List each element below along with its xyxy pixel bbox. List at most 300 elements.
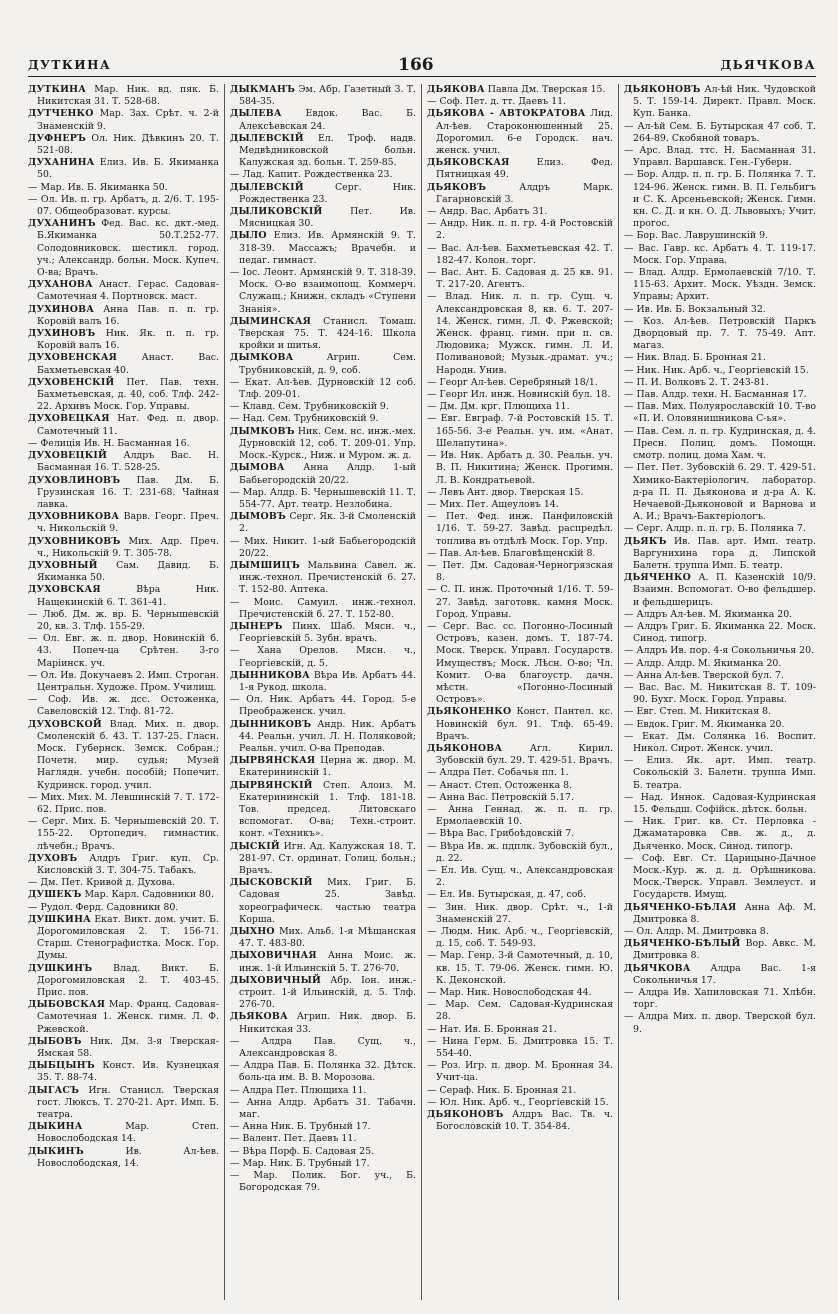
directory-entry (624, 658, 816, 670)
entry-details: Вѣра Ив. ж. пдплк. Зубовскій бул., д. 22. (436, 840, 613, 864)
page-number: 166 (398, 55, 434, 75)
entry-surname: ДУХОВЛИНОВЪ (28, 474, 121, 486)
directory-entry (28, 279, 219, 303)
entry-details: Арс. Влад. ттс. Н. Басманная 31. Управл. Варшавск. Ген.-Губерн. (633, 145, 816, 169)
entry-surname: — (624, 120, 634, 132)
directory-entry (624, 377, 816, 389)
directory-entry (28, 792, 219, 816)
entry-surname: — (230, 1145, 240, 1157)
entry-details: Мар. Ник. вд. пяк. Б. Никитская 31. Т. 528-68. (37, 84, 219, 108)
directory-entry (624, 230, 816, 242)
entry-details: Ив. Пав. арт. Имп. театр. Варгунихина гора д. Липской Балетн. труппа Имп. Б. театр. (633, 535, 816, 571)
directory-entry (427, 950, 613, 987)
page-header (28, 54, 816, 77)
entry-details: Серг. Мих. Б. Чернышевскій 20. Т. 155-22. Ортопедич. гимнастик. лѣчебн.; Врачъ. (37, 816, 219, 852)
entry-details: Влад. Мих. п. двор. Смоленскій б. 43. Т. 137-25. Гласн. Моск. Губернск. Земск. Собран.; Почетн. мир. судья; Музей Наглядн. учебн. пособій; Попечит. Кудринск. город. учил. (37, 718, 219, 791)
entry-details: Мих. Альб. 1-я Мѣщанская 47. Т. 483-80. (239, 926, 416, 950)
directory-entry (230, 108, 416, 132)
entry-surname: ДУХОВНИКОВЪ (28, 535, 121, 547)
entry-surname: — (427, 1023, 437, 1035)
directory-entry (624, 352, 816, 364)
directory-entry (230, 426, 416, 463)
entry-surname: ДЫЛЕВА (230, 108, 282, 120)
column-2 (225, 84, 422, 1300)
entry-details: Моис. Самуил. инж.-технол. Пречистенскій б. 27. Т. 152-80. (239, 596, 416, 620)
entry-surname: — (427, 926, 437, 938)
entry-details: Алдръ Григ. куп. Ср. Кисловскій 3. Т. 304-75. Табакъ. (37, 852, 219, 876)
directory-entry (28, 304, 219, 328)
directory-entry (28, 1121, 219, 1145)
entry-surname: ДУТЧЕНКО (28, 108, 94, 120)
directory-entry (230, 169, 416, 181)
directory-entry (427, 987, 613, 999)
entry-surname: ДЬЯКОВЪ (427, 181, 487, 193)
directory-entry (427, 157, 613, 181)
entry-surname: ДУХОВЕНСКІЙ (28, 376, 115, 388)
directory-entry (624, 926, 816, 938)
directory-entry (624, 682, 816, 706)
entry-details: Елиз. Ив. Армянскій 9. Т. 318-39. Массажъ; Врачебн. и педаг. гимнаст. (239, 230, 416, 266)
entry-surname: ДУХАНИНА (28, 157, 95, 169)
entry-surname: — (230, 1133, 240, 1145)
entry-surname: — (230, 413, 240, 425)
directory-entry (230, 621, 416, 645)
entry-surname: — (427, 486, 437, 498)
entry-details: Коз. Ал-ѣев. Петровскій Паркъ Дворцовый пр. 7. Т. 75-49. Апт. магаз. (633, 315, 816, 352)
directory-entry (427, 706, 613, 743)
entry-surname: — (230, 1060, 240, 1072)
entry-details: Пет. Пет. Зубовскій 6. 29. Т. 429-51. Химико-Бактеріологич. лаборатор. д-ра П. П. Дьяконова и д-ра А. К. Нечаевой-Дьяконовой и Варнова и А. И.; Врачъ-Бактеріологъ. (633, 462, 816, 523)
directory-entry (230, 670, 416, 694)
entry-surname: — (230, 1096, 240, 1108)
directory-entry (230, 877, 416, 926)
entry-surname: — (427, 889, 437, 901)
directory-entry (624, 902, 816, 926)
directory-entry (427, 841, 613, 865)
column-1 (28, 84, 225, 1300)
entry-details: Евдок. Вас. Б. Алексѣевская 24. (239, 108, 416, 132)
entry-surname: — (624, 791, 634, 803)
entry-details: Мар. Ник. Новослободская 44. (439, 987, 592, 999)
entry-surname: ДУТКИНА (28, 84, 87, 95)
directory-entry (28, 511, 219, 535)
column-4 (619, 84, 816, 1300)
entry-details: Люб. Дм. ж. вр. Б. Чернышевскій 20, кв. 3. Тлф. 155-29. (37, 608, 219, 632)
directory-entry (28, 377, 219, 414)
entry-details: Пет. Ив. Мясницкая 30. (239, 206, 416, 230)
entry-details: Алдръ Марк. Гагарновскій 3. (436, 181, 613, 205)
directory-entry (230, 926, 416, 950)
entry-details: Анаст. Степ. Остоженка 8. (439, 779, 573, 791)
directory-entry (28, 853, 219, 877)
directory-entry (28, 560, 219, 584)
directory-entry (28, 475, 219, 512)
directory-entry (427, 1097, 613, 1109)
entry-surname: ДЬЯЧЕНКО-БѢЛЫЙ (624, 938, 741, 950)
entry-surname: — (427, 1060, 437, 1072)
entry-details: Елиз. Як. арт. Имп. театр. Сокольскій 3. Балетн. труппа Имп. Б. театра. (633, 755, 816, 791)
entry-surname: — (624, 389, 634, 401)
entry-surname: ДУХОВНЫЙ (28, 559, 98, 571)
entry-surname: — (230, 1157, 240, 1169)
entry-details: Анна Алдр. 1-ый Бабьегородскій 20/22. (239, 462, 416, 486)
directory-entry (624, 316, 816, 353)
directory-entry (427, 1060, 613, 1084)
entry-surname: — (230, 596, 240, 608)
entry-surname: ДУХОВЕЦКІЙ (28, 450, 108, 462)
entry-surname: — (28, 193, 38, 205)
entry-surname: — (624, 718, 634, 730)
directory-entry (427, 865, 613, 889)
entry-surname: — (624, 657, 634, 669)
directory-entry (427, 1085, 613, 1097)
directory-entry (624, 389, 816, 401)
entry-details: Ник. Влад. Б. Бронная 21. (636, 352, 766, 364)
entry-details: Георг Ал-ѣев. Серебряный 18/1. (439, 376, 598, 388)
entry-details: Евдок. Григ. М. Якиманка 20. (636, 718, 785, 730)
entry-surname: — (624, 608, 634, 620)
entry-surname: ДЬЯКОНОВЪ (427, 1109, 504, 1121)
directory-entry (230, 1085, 416, 1097)
entry-surname: — (427, 559, 437, 571)
entry-details: Алдра Пав. Сущ. ч., Александровская 8. (239, 1035, 416, 1060)
entry-surname: ДУШКИНА (28, 913, 91, 925)
entry-surname: — (28, 816, 38, 828)
directory-entry (427, 511, 613, 548)
directory-columns (28, 84, 816, 1300)
directory-entry (230, 1170, 416, 1194)
entry-details: Вѣра Ив. Арбатъ 44. 1-я Рукод. школа. (239, 669, 416, 693)
entry-details: Мар. Сем. Садовая-Кудринская 28. (436, 999, 613, 1023)
entry-details: Алдр. Алдр. М. Якиманка 20. (636, 657, 782, 669)
directory-entry (624, 731, 816, 755)
entry-surname: ДЫЛЕВСКІЙ (230, 181, 304, 193)
directory-entry (624, 121, 816, 145)
running-head-left: ДУТКИНА (28, 58, 112, 72)
directory-entry (624, 670, 816, 682)
entry-surname: — (624, 267, 634, 279)
entry-details: Мар. Франц. Садовая-Самотечная 1. Женск. гимн. Л. Ф. Ржевской. (37, 999, 219, 1035)
entry-surname: ДЬЯКОНЕНКО (427, 706, 512, 718)
entry-surname: ДЫННИКОВЪ (230, 718, 312, 730)
directory-entry (427, 1109, 613, 1133)
entry-details: Ник. Сем. нс. инж.-мех. Дурновскій 12, соб. Т. 209-01. Упр. Моск.-Курск., Ниж. и Муром. ж. д. (239, 425, 416, 462)
entry-details: Влад. Викт. Б. Дорогомиловская 2. Т. 403-45. Прис. пов. (37, 962, 219, 999)
entry-details: Пав. Дм. Б. Грузинская 16. Т. 231-68. Чайная лавка. (37, 474, 219, 510)
entry-surname: ДУХОВЕЦКАЯ (28, 413, 110, 425)
entry-surname: — (427, 96, 437, 108)
directory-entry (427, 96, 613, 108)
entry-surname: ДЬЯКОВА (230, 1011, 288, 1023)
entry-details: Влад. Ник. л. п. гр. Сущ. ч. Александровская 8, кв. 6. Т. 207-14. Женск. гимн. Л. Ф. Ржевской; Женск. франц. гимн. при п. св. Людовика; Мужск. гимн. Л. И. Поливановой; Музык.-драмат. уч.; Народн. Унив. (436, 291, 613, 376)
entry-surname: — (427, 389, 437, 401)
entry-surname: ДЬЯЧЕНКО (624, 572, 691, 584)
directory-entry (427, 926, 613, 950)
entry-details: Серг. Ник. Рождественка 23. (239, 181, 416, 205)
directory-entry (427, 450, 613, 487)
entry-surname: — (624, 681, 634, 693)
entry-details: Мар. Степ. Новослободская 14. (37, 1121, 219, 1145)
entry-details: Клавд. Сем. Трубниковскій 9. (242, 401, 389, 413)
entry-details: Ив. Ив. Б. Вокзальный 32. (636, 303, 766, 315)
directory-entry (427, 792, 613, 804)
directory-entry (427, 1024, 613, 1036)
entry-details: Пет. Фед. инж. Панфиловскій 1/16. Т. 59-27. Завѣд. распредѣл. топлива въ отдѣлѣ Моск. Гор. Упр. (436, 511, 613, 547)
directory-entry (624, 426, 816, 463)
entry-surname: ДЫЛЕВСКІЙ (230, 132, 304, 144)
entry-details: Степ. Алоиз. М. Екатерининскій 1. Тлф. 181-18. Тов. председ. Литовскаго вспомогат. О-ва; Техн.-строит. конт. «Техникъ». (239, 779, 416, 840)
entry-surname: — (624, 987, 634, 999)
directory-entry (624, 755, 816, 792)
entry-details: А. П. Казенскій 10/9. Взаимн. Вспомогат. О-во фельдшер. и фельдшерицъ. (633, 572, 816, 608)
entry-details: Соф. Евг. Ст. Царицыно-Дачное Моск.-Кур. ж. д. д. Орѣшникова. Моск.-Тверск. Управл. Землеуст. и Государств. Имущ. (633, 852, 816, 901)
entry-surname: — (427, 498, 437, 510)
directory-entry (28, 157, 219, 181)
directory-entry (28, 133, 219, 157)
entry-details: Левъ Ант. двор. Тверская 15. (439, 486, 584, 498)
entry-surname: — (624, 425, 634, 437)
entry-details: Рудол. Ферд. Садовники 80. (40, 901, 179, 913)
entry-surname: — (230, 1035, 240, 1047)
entry-surname: — (427, 803, 437, 815)
directory-entry (427, 902, 613, 926)
entry-details: Ел. Ив. Бутырская, д. 47, соб. (439, 889, 586, 901)
entry-surname: — (230, 169, 240, 181)
entry-surname: ДУХАНОВА (28, 279, 93, 291)
directory-entry (624, 987, 816, 1011)
entry-surname: ДЫБЦЫНЪ (28, 1060, 95, 1072)
directory-entry (624, 243, 816, 267)
directory-entry (28, 584, 219, 608)
entry-details: Станисл. Томаш. Тверская 75. Т. 424-16. Школа кройки и шитья. (239, 315, 416, 352)
entry-details: Дм. Пет. Кривой д. Духова. (40, 877, 176, 889)
entry-details: Ник. Ник. Арб. ч., Георгіевскій 15. (636, 364, 809, 376)
directory-entry (230, 780, 416, 841)
directory-entry (230, 536, 416, 560)
directory-entry (427, 1036, 613, 1060)
directory-entry (28, 719, 219, 792)
entry-details: Андр. Ник. п. п. гр. 4-й Ростовскій 2. (436, 218, 613, 242)
entry-details: Серг. Алдр. п. п. гр. Б. Полянка 7. (636, 523, 806, 535)
entry-surname: — (427, 413, 437, 425)
entry-details: Ив. Ник. Арбатъ д. 30. Реальн. уч. В. П. Никитина; Женск. Прогимн. Л. В. Кондратьевой. (436, 450, 613, 486)
entry-details: Алдра Пав. Б. Полянка 32. Дѣтск. боль-ца им. В. В. Морозова. (239, 1060, 416, 1084)
entry-details: Бор. Алдр. п. п. гр. Б. Полянка 7. Т. 124-96. Женск. гимн. В. П. Гельбигъ и С. К. Арсеньевской; Женск. Гимн. кн. С. Д. и кн. О. Д. Львовыхъ; Учит. прогос. (633, 169, 816, 230)
entry-details: Іос. Леонт. Армянскій 9. Т. 318-39. Моск. О-во взаимопощ. Коммерч. Служащ.; Книжн. складъ «Ступени Знанія». (239, 267, 416, 315)
entry-details: Анна Геннад. ж. п. п. гр. Ермолаевскій 10. (436, 803, 613, 828)
directory-entry (427, 584, 613, 621)
directory-entry (230, 1097, 416, 1121)
entry-surname: — (28, 694, 38, 706)
directory-entry (230, 401, 416, 413)
entry-details: Серг. Вас. сс. Погонно-Лосиный Островъ, казен. домъ. Т. 187-74. Моск. Тверск. Управл. Государств. Имуществъ; Моск. Лѣсн. О-во; Чл. Комит. О-ва благоустр. дачн. мѣстн. «Погонно-Лосиный Островъ». (436, 620, 613, 706)
directory-entry (624, 84, 816, 121)
entry-surname: ДУШКИНЪ (28, 962, 93, 974)
entry-details: Ал-ѣй Ник. Чудовской 5. Т. 159-14. Директ. Правл. Моск. Куп. Банка. (633, 84, 816, 120)
directory-entry (28, 108, 219, 132)
directory-entry (427, 243, 613, 267)
directory-entry (230, 1011, 416, 1035)
entry-surname: ДЫБОВЪ (28, 1035, 82, 1047)
entry-details: Сам. Давид. Б. Якиманка 50. (37, 559, 219, 584)
entry-surname: — (28, 791, 38, 803)
entry-surname: ДУШЕКЪ (28, 889, 82, 901)
entry-surname: — (427, 511, 437, 523)
directory-entry (427, 218, 613, 242)
directory-entry (28, 413, 219, 437)
entry-surname: — (28, 181, 38, 193)
entry-surname: — (230, 376, 240, 388)
entry-details: Алдра Пет. Плющиха 11. (242, 1084, 367, 1096)
running-head-right: ДЬЯЧКОВА (720, 58, 816, 72)
entry-details: Агрип. Ник. двор. Б. Никитская 33. (239, 1011, 416, 1035)
entry-surname: ДЫХНО (230, 926, 275, 938)
entry-surname: ДУФНЕРЪ (28, 132, 87, 144)
directory-entry (624, 938, 816, 962)
entry-details: Георг Ил. инж. Новинскій бул. 18. (439, 389, 611, 401)
directory-entry (230, 487, 416, 511)
directory-entry (624, 963, 816, 987)
entry-surname: — (624, 242, 634, 254)
entry-details: Алдръ Ал-ѣев. М. Якиманка 20. (636, 608, 793, 620)
entry-surname: ДУХОВЕНСКАЯ (28, 352, 118, 364)
directory-entry (427, 560, 613, 584)
entry-surname: — (624, 315, 634, 327)
entry-details: Валент. Пет. Даевъ 11. (242, 1133, 357, 1145)
entry-surname: — (230, 535, 240, 547)
entry-details: Над. Сем. Трубниковскій 9. (242, 413, 379, 425)
entry-surname: ДЫСКІЙ (230, 840, 280, 852)
directory-entry (28, 1060, 219, 1084)
entry-surname: ДЫРВЯНСКІЙ (230, 779, 313, 791)
entry-surname: ДУХОВСКАЯ (28, 584, 101, 596)
entry-details: Ол. Алдр. М. Дмитровка 8. (636, 926, 769, 938)
entry-details: Вѣра Вас. Грибоѣдовскій 7. (439, 828, 575, 840)
directory-entry (427, 621, 613, 706)
entry-details: Мих. Пет. Ащеуловъ 14. (439, 498, 559, 510)
entry-details: Роз. Игр. п. двор. М. Бронная 34. Учит-ца. (436, 1060, 613, 1084)
entry-details: Алдра Пет. Собачья пл. 1. (439, 767, 569, 779)
directory-entry (230, 694, 416, 718)
entry-details: Сераф. Ник. Б. Бронная 21. (439, 1084, 577, 1096)
directory-entry (230, 719, 416, 756)
entry-details: Ол. Евг. ж. п. двор. Новинскій б. 43. Попеч-ца Срѣтен. 3-го Маріинск. уч. (37, 633, 219, 669)
directory-entry (230, 597, 416, 621)
entry-details: Вас. Ал-ѣев. Бахметьевская 42. Т. 182-47. Колон. торг. (436, 242, 613, 266)
entry-surname: — (624, 303, 634, 315)
directory-entry (230, 206, 416, 230)
entry-details: Мар. Генр. 3-й Самотечный, д. 10, кв. 15. Т. 79-06. Женск. гимн. Ю. К. Деконской. (436, 950, 613, 986)
entry-surname: — (624, 364, 634, 376)
entry-details: Юл. Ник. Арб. ч., Георгіевскій 15. (439, 1096, 609, 1108)
entry-surname: ДЫХОВИЧНЫЙ (230, 974, 322, 986)
entry-surname: — (427, 901, 437, 913)
entry-surname: — (427, 865, 437, 876)
directory-entry (624, 536, 816, 573)
entry-details: Серг. Як. 3-й Смоленскій 2. (239, 511, 416, 535)
entry-surname: — (427, 1096, 437, 1108)
entry-surname: — (28, 608, 38, 620)
entry-details: Людм. Ник. Арб. ч., Георгіевскій, д. 15, соб. Т. 549-93. (436, 926, 613, 950)
entry-details: Екат. Дм. Солянка 16. Воспит. Никол. Сирот. Женск. учил. (633, 730, 816, 754)
entry-details: Фелиція Ив. Н. Басманная 16. (40, 437, 190, 449)
entry-details: Вас. Ант. Б. Садовая д. 25 кв. 91. Т. 217-20. Агентъ. (436, 267, 613, 291)
directory-entry (230, 462, 416, 486)
directory-entry (230, 841, 416, 878)
entry-surname: — (230, 694, 240, 706)
entry-details: Игн. Станисл. Тверская гост. Люксъ. Т. 270-21. Арт. Имп. Б. театра. (37, 1084, 219, 1121)
entry-surname: — (427, 1035, 437, 1047)
directory-entry (28, 450, 219, 474)
entry-details: Мар. Ив. Б. Якиманка 50. (40, 181, 168, 193)
directory-entry (230, 560, 416, 597)
entry-surname: ДЬЯКОНОВА (427, 742, 503, 754)
entry-surname: — (624, 352, 634, 364)
directory-entry (230, 1036, 416, 1060)
entry-details: Бор. Вас. Лаврушинскій 9. (636, 230, 768, 242)
directory-entry (230, 377, 416, 401)
entry-details: Анна Ник. Б. Трубный 17. (242, 1121, 371, 1133)
entry-details: Алдра Мих. п. двор. Тверской бул. 9. (633, 1011, 816, 1035)
entry-details: Вас. Гавр. кс. Арбатъ 4. Т. 119-17. Моск. Гор. Управа. (633, 242, 816, 266)
directory-entry (230, 511, 416, 535)
directory-entry (28, 84, 219, 108)
directory-entry (427, 889, 613, 901)
entry-details: Ел. Троф. надв. Медвѣдниковской больн. Калужская зд. больн. Т. 259-85. (239, 132, 416, 169)
entry-details: Алдръ Григ. Б. Якиманка 22. Моск. Синод. типогр. (633, 620, 816, 645)
entry-details: Игн. Ад. Калужская 18. Т. 281-97. Ст. ординат. Голиц. больн.; Врачъ. (239, 840, 416, 876)
entry-surname: — (427, 620, 437, 632)
entry-details: Ол. Ив. п. гр. Арбатъ, д. 2/6. Т. 195-07. Общеобразоват. курсы. (37, 193, 219, 218)
directory-entry (28, 914, 219, 963)
entry-details: Ол. Ник. Арбатъ 44. Город. 5-е Преображенск. учил. (239, 694, 416, 718)
entry-surname: — (230, 645, 240, 657)
entry-surname: — (28, 901, 38, 913)
entry-surname: — (427, 791, 437, 803)
entry-surname: ДЫМИНСКАЯ (230, 315, 312, 327)
entry-surname: ДЬЯКОНОВЪ (624, 84, 701, 95)
entry-surname: ДЫКИНА (28, 1121, 83, 1133)
entry-details: Мальвина Савел. ж. инж.-технол. Пречистенскій 6. 27. Т. 152-80. Аптека. (239, 559, 416, 596)
entry-surname: ДЫНЕРЪ (230, 620, 283, 632)
entry-details: Анаст. Герас. Садовая-Самотечная 4. Портновск. маст. (37, 279, 219, 303)
entry-surname: — (624, 730, 634, 742)
entry-surname: — (427, 950, 437, 962)
entry-surname: ДЫМШИЦЪ (230, 559, 300, 571)
directory-entry (28, 194, 219, 218)
entry-details: Анна Алдр. Арбатъ 31. Табачн. маг. (239, 1096, 416, 1121)
entry-surname: ДУХАНИНЪ (28, 218, 96, 230)
entry-surname: — (624, 523, 634, 535)
entry-surname: — (28, 633, 38, 645)
directory-entry (427, 377, 613, 389)
directory-entry (624, 365, 816, 377)
entry-details: Над. Иннок. Садовая-Кудринская 15. Фельдш. Софійск. дѣтск. больн. (633, 791, 816, 815)
entry-surname: — (427, 1084, 437, 1096)
entry-surname: — (28, 669, 38, 681)
entry-details: Нина Герм. Б. Дмитровка 15. Т. 554-40. (436, 1035, 613, 1060)
directory-entry (28, 877, 219, 889)
entry-details: Алдръ Вас. Тв. ч. Богословскій 10. Т. 354-84. (436, 1109, 613, 1133)
directory-entry (427, 804, 613, 828)
entry-surname: ДУХОВНИКОВА (28, 511, 120, 523)
entry-details: Нат. Ив. Б. Бронная 21. (439, 1023, 557, 1035)
entry-surname: — (427, 267, 437, 279)
directory-entry (230, 413, 416, 425)
entry-details: Анна Ал-ѣев. Тверской бул. 7. (636, 669, 784, 681)
entry-details: Вѣра Ник. Нащекинскій 6. Т. 361-41. (37, 584, 219, 608)
entry-surname: — (624, 145, 634, 157)
